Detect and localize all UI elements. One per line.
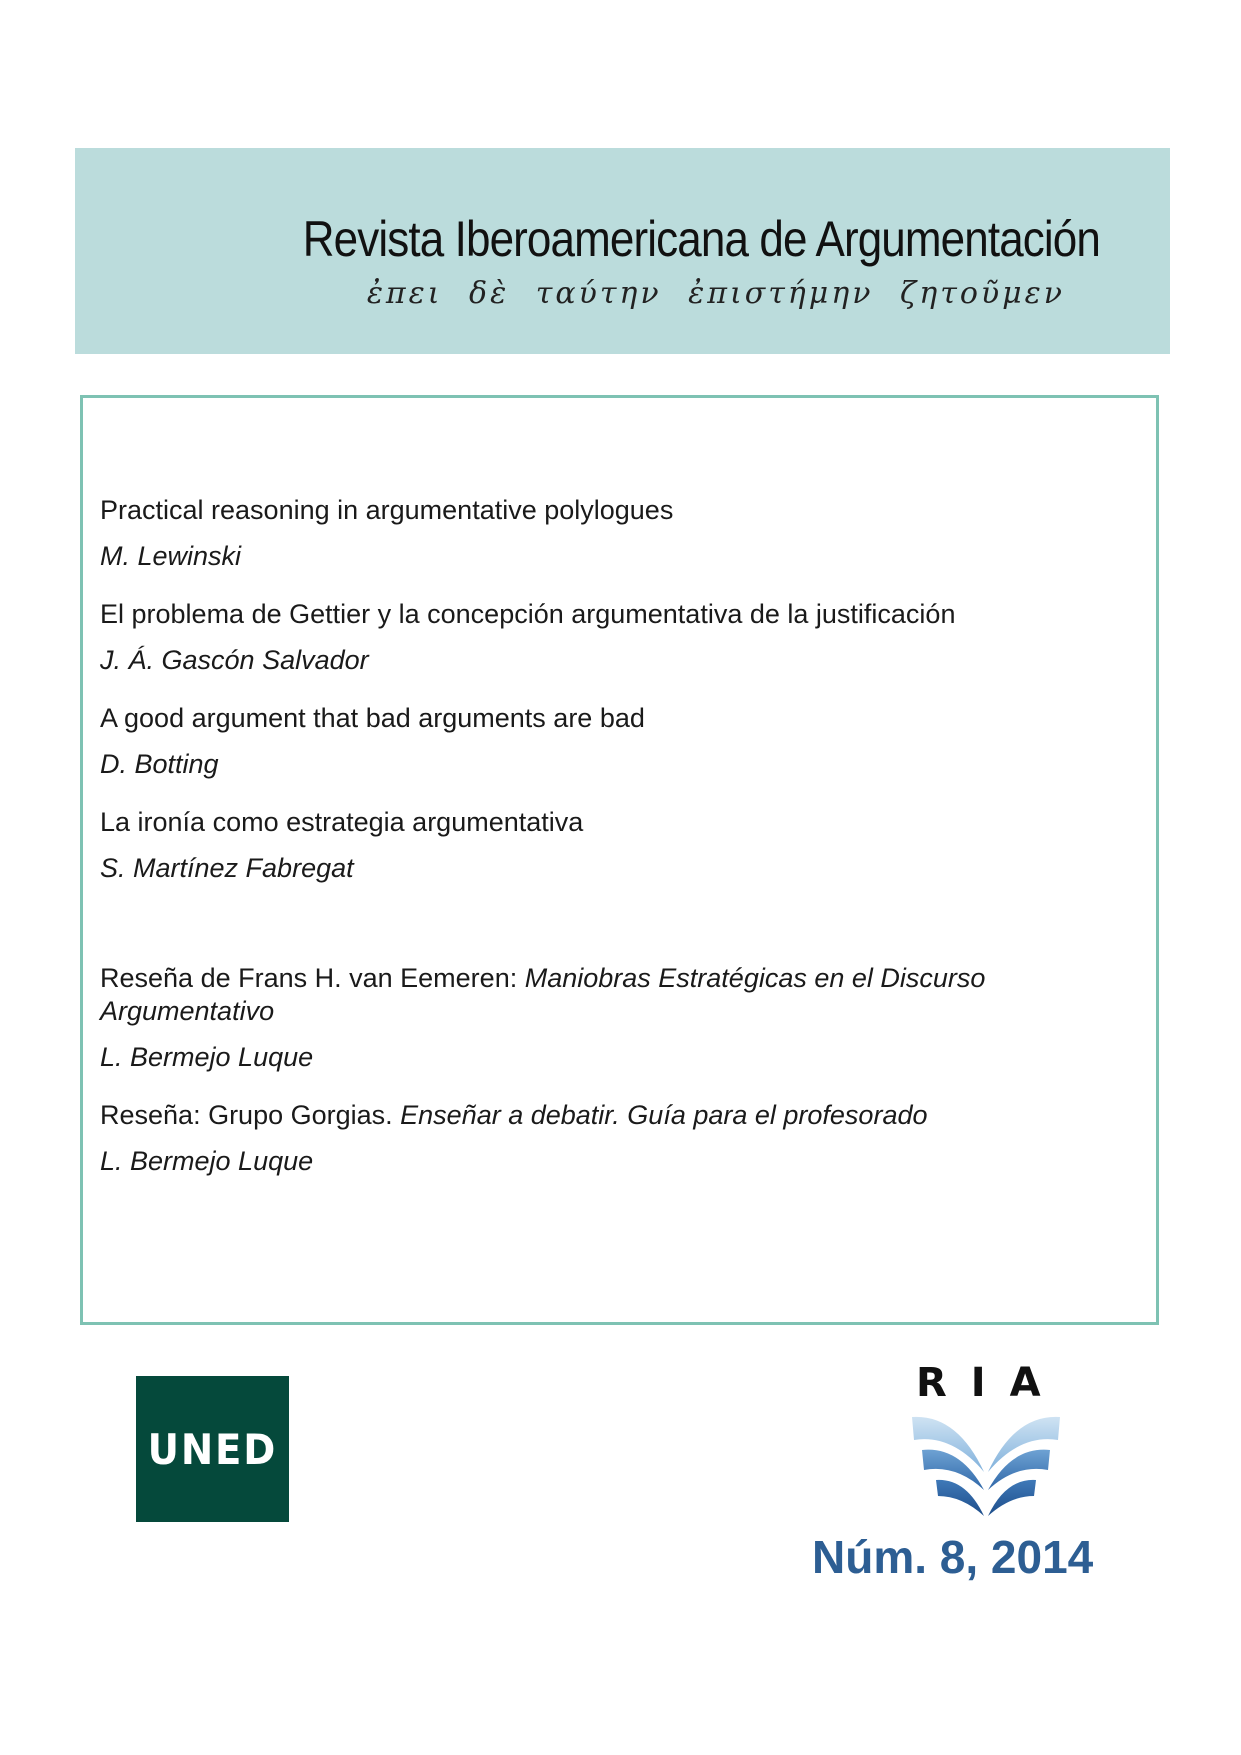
- review-title[interactable]: [100, 1099, 1140, 1132]
- header-band: [75, 148, 1170, 354]
- table-of-contents: [80, 395, 1159, 1325]
- section-spacer: [100, 910, 1140, 962]
- article-title[interactable]: Practical reasoning in argumentative polylogues: [100, 495, 674, 525]
- article-author: J. Á. Gascón Salvador: [100, 645, 369, 675]
- journal-title: Revista Iberoamericana de Argumentación: [302, 211, 1100, 267]
- contents-list: [100, 494, 1140, 1203]
- article-author: M. Lewinski: [100, 541, 242, 571]
- review-entry[interactable]: [100, 1099, 1140, 1178]
- review-book-title: Enseñar a debatir. Guía para el profesorado: [400, 1100, 928, 1130]
- article-title[interactable]: El problema de Gettier y la concepción argumentativa de la justificación: [100, 599, 956, 629]
- article-entry[interactable]: [100, 702, 1140, 781]
- review-title[interactable]: [100, 962, 1140, 1028]
- review-entry[interactable]: [100, 962, 1140, 1074]
- issue-number: Núm. 8, 2014: [812, 1531, 1094, 1583]
- review-author: L. Bermejo Luque: [100, 1042, 314, 1072]
- review-prefix: Reseña: Grupo Gorgias.: [100, 1100, 401, 1130]
- uned-logo: [136, 1376, 289, 1522]
- review-author: L. Bermejo Luque: [100, 1146, 314, 1176]
- open-book-icon: [912, 1412, 1060, 1520]
- article-entry[interactable]: [100, 494, 1140, 573]
- article-entry[interactable]: [100, 598, 1140, 677]
- article-title[interactable]: La ironía como estrategia argumentativa: [100, 807, 584, 837]
- uned-logo-text: UNED: [147, 1424, 278, 1474]
- article-author: S. Martínez Fabregat: [100, 853, 354, 883]
- ria-logo-text: RIA: [916, 1360, 1065, 1406]
- article-entry[interactable]: [100, 806, 1140, 885]
- review-book-title: Maniobras Estratégicas en el Discurso Argumentativo: [100, 963, 986, 1026]
- article-title[interactable]: A good argument that bad arguments are bad: [100, 703, 645, 733]
- journal-motto: ἐπει δὲ ταύτην ἐπιστήμην ζητοῦμεν: [366, 276, 1065, 311]
- article-author: D. Botting: [100, 749, 219, 779]
- review-prefix: Reseña de Frans H. van Eemeren:: [100, 963, 525, 993]
